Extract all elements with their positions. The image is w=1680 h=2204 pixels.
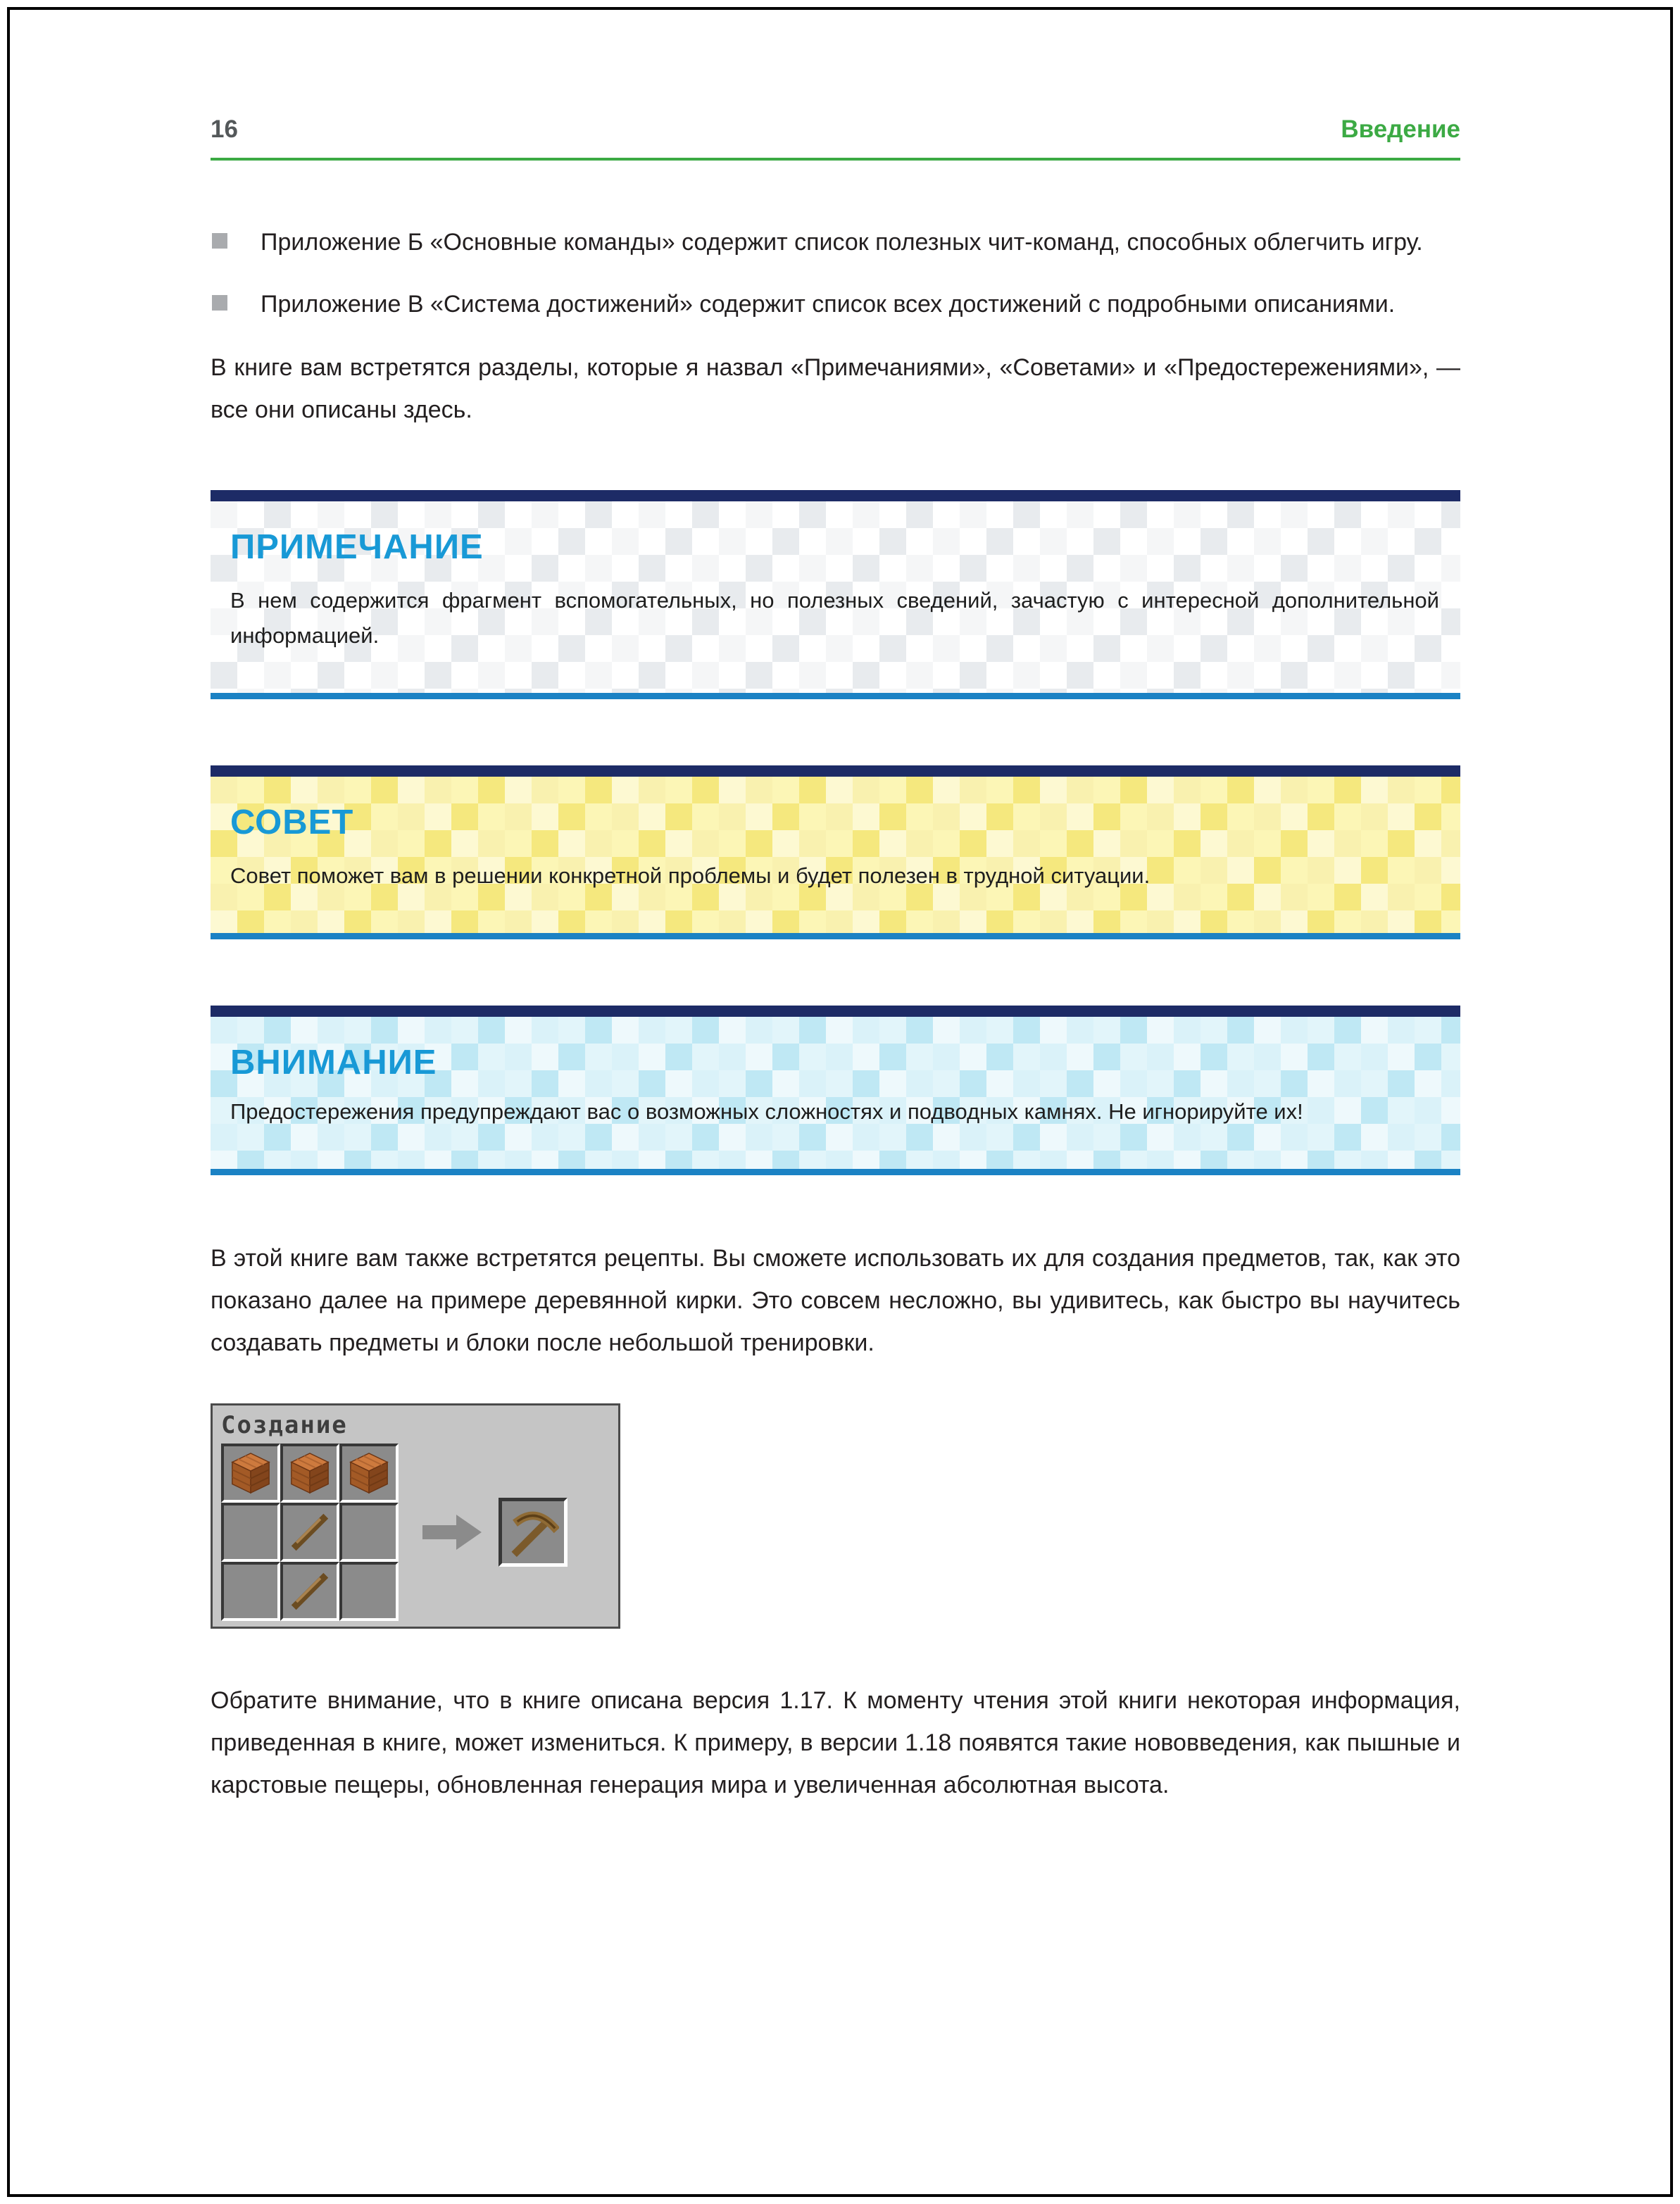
running-head-section: Введение (1341, 115, 1460, 143)
bullet-text: Приложение В «Система достижений» содержит список всех достижений с подробными описаниями. (261, 291, 1396, 318)
crafting-slot (221, 1444, 280, 1503)
callout-warning-text: Предостережения предупреждают вас о возможных сложностях и подводных камнях. Не игнорируйте их! (230, 1099, 1303, 1124)
callout-warning-title: ВНИМАНИЕ (230, 1044, 437, 1082)
stick-icon (288, 1570, 332, 1613)
list-item (211, 283, 1460, 325)
paragraph-version-note: Обратите внимание, что в книге описана версия 1.17. К моменту чтения этой книги некоторая информация, приведенная в книге, может измениться. К примеру, в версии 1.18 появятся такие нововведения, как пышные и карстовые пещеры, обновленная генерация мира и увеличенная абсолютная высота. (211, 1687, 1460, 1798)
arrow-right-icon (422, 1512, 483, 1553)
bullet-square-icon (212, 295, 227, 311)
paragraph-recipes: В этой книге вам также встретятся рецепты. Вы сможете использовать их для создания предметов, так, как это показано далее на примере деревянной кирки. Это совсем несложно, вы удивитесь, как быстро вы научитесь создавать предметы и блоки после небольшой тренировки. (211, 1245, 1460, 1356)
crafting-window-title: Создание (221, 1411, 348, 1439)
crafting-grid (221, 1444, 399, 1621)
bullet-square-icon (212, 233, 227, 249)
callout-warning (211, 1006, 1460, 1175)
acacia-planks-icon (347, 1451, 391, 1495)
page-header (211, 115, 1460, 144)
crafting-slot (339, 1562, 399, 1621)
list-item (211, 221, 1460, 263)
crafting-slot (280, 1562, 339, 1621)
acacia-planks-icon (229, 1451, 272, 1495)
wooden-pickaxe-icon (507, 1506, 559, 1558)
crafting-slot (339, 1503, 399, 1562)
crafting-slot (280, 1444, 339, 1503)
appendix-bullet-list (211, 221, 1460, 325)
paragraph-sections-intro: В книге вам встретятся разделы, которые я назвал «Примечаниями», «Советами» и «Предостережениями», — все они описаны здесь. (211, 354, 1460, 423)
callout-note-text: В нем содержится фрагмент вспомогательных, но полезных сведений, зачастую с интересной дополнительной информацией. (230, 588, 1439, 648)
callout-tip-title: СОВЕТ (230, 803, 354, 841)
bullet-text: Приложение Б «Основные команды» содержит список полезных чит-команд, способных облегчить игру. (261, 229, 1423, 256)
book-page (7, 7, 1673, 2197)
crafting-result-slot (499, 1498, 568, 1567)
stick-icon (288, 1510, 332, 1554)
page-number: 16 (211, 115, 238, 143)
callout-tip-text: Совет поможет вам в решении конкретной проблемы и будет полезен в трудной ситуации. (230, 863, 1151, 888)
callout-note (211, 490, 1460, 699)
header-rule (211, 158, 1460, 161)
callout-note-title: ПРИМЕЧАНИЕ (230, 528, 484, 566)
crafting-window-body (221, 1444, 610, 1621)
crafting-slot (221, 1562, 280, 1621)
acacia-planks-icon (288, 1451, 332, 1495)
crafting-slot (280, 1503, 339, 1562)
crafting-slot (339, 1444, 399, 1503)
callout-tip (211, 765, 1460, 939)
crafting-screenshot (211, 1403, 620, 1629)
crafting-slot (221, 1503, 280, 1562)
